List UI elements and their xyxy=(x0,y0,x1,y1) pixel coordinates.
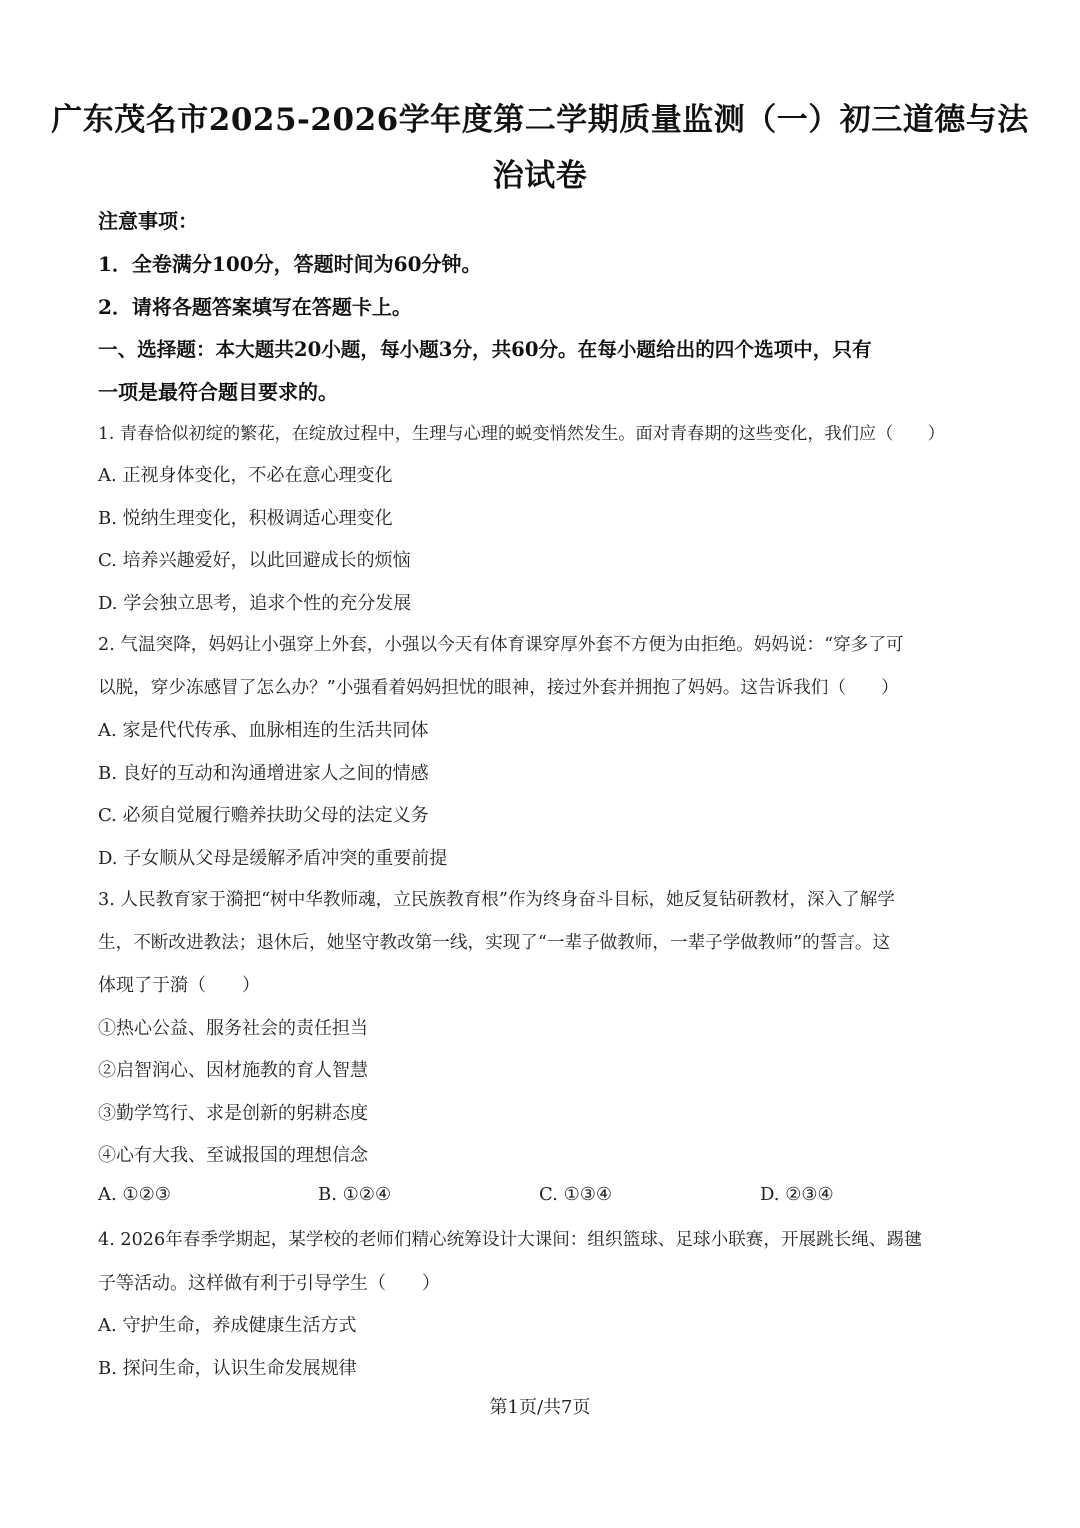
q4-option-a: A. 守护生命，养成健康生活方式 xyxy=(98,1315,357,1336)
q3-stem-line1: 3. 人民教育家于漪把“树中华教师魂，立民族教育根”作为终身奋斗目标，她反复钻研教材，深入了解学 xyxy=(98,890,895,910)
notice-item-1: 1．全卷满分100分，答题时间为60分钟。 xyxy=(98,252,482,276)
q3-statement-1: ①热心公益、服务社会的责任担当 xyxy=(98,1018,368,1039)
q1-option-d: D. 学会独立思考，追求个性的充分发展 xyxy=(98,593,412,614)
q2-option-a: A. 家是代代传承、血脉相连的生活共同体 xyxy=(98,720,429,741)
q1-stem: 1. 青春恰似初绽的繁花，在绽放过程中，生理与心理的蜕变悄然发生。面对青春期的这些变化，我们应（ ） xyxy=(98,424,945,444)
q3-statement-2: ②启智润心、因材施教的育人智慧 xyxy=(98,1060,368,1081)
exam-title-line2: 治试卷 xyxy=(492,158,588,194)
q1-option-c: C. 培养兴趣爱好，以此回避成长的烦恼 xyxy=(98,550,411,571)
q2-option-b: B. 良好的互动和沟通增进家人之间的情感 xyxy=(98,763,429,784)
q2-option-c: C. 必须自觉履行赡养扶助父母的法定义务 xyxy=(98,805,429,826)
q3-stem-line2: 生，不断改进教法；退休后，她坚守教改第一线，实现了“一辈子做教师，一辈子学做教师”的誓言。这 xyxy=(98,933,891,953)
q4-stem-line1: 4. 2026年春季学期起，某学校的老师们精心统筹设计大课间：组织篮球、足球小联赛，开展跳长绳、踢毽 xyxy=(98,1230,922,1250)
q4-stem-line2: 子等活动。这样做有利于引导学生（ ） xyxy=(98,1273,440,1294)
exam-title-line1: 广东茂名市2025-2026学年度第二学期质量监测（一）初三道德与法 xyxy=(51,102,1029,138)
q3-option-a: A. ①②③ xyxy=(98,1184,171,1205)
q2-option-d: D. 子女顺从父母是缓解矛盾冲突的重要前提 xyxy=(98,848,448,869)
q3-option-d: D. ②③④ xyxy=(760,1184,834,1205)
notice-heading: 注意事项： xyxy=(98,209,198,233)
section-heading-line1: 一、选择题：本大题共20小题，每小题3分，共60分。在每小题给出的四个选项中，只有 xyxy=(98,338,872,361)
q1-option-a: A. 正视身体变化，不必在意心理变化 xyxy=(98,465,393,486)
q3-stem-line3: 体现了于漪（ ） xyxy=(98,975,260,996)
q3-statement-4: ④心有大我、至诚报国的理想信念 xyxy=(98,1145,368,1166)
q2-stem-line1: 2. 气温突降，妈妈让小强穿上外套，小强以今天有体育课穿厚外套不方便为由拒绝。妈妈说：“穿多了可 xyxy=(98,635,904,655)
notice-item-2: 2．请将各题答案填写在答题卡上。 xyxy=(98,295,412,319)
q3-option-c: C. ①③④ xyxy=(539,1184,612,1205)
q3-statement-3: ③勤学笃行、求是创新的躬耕态度 xyxy=(98,1103,368,1124)
section-heading-line2: 一项是最符合题目要求的。 xyxy=(98,380,338,404)
q2-stem-line2: 以脱，穿少冻感冒了怎么办？”小强看着妈妈担忧的眼神，接过外套并拥抱了妈妈。这告诉我们（ ） xyxy=(98,678,899,698)
q4-option-b: B. 探问生命，认识生命发展规律 xyxy=(98,1358,357,1379)
q3-option-b: B. ①②④ xyxy=(318,1184,392,1205)
q1-option-b: B. 悦纳生理变化，积极调适心理变化 xyxy=(98,508,393,529)
page-footer: 第1页/共7页 xyxy=(489,1397,591,1418)
